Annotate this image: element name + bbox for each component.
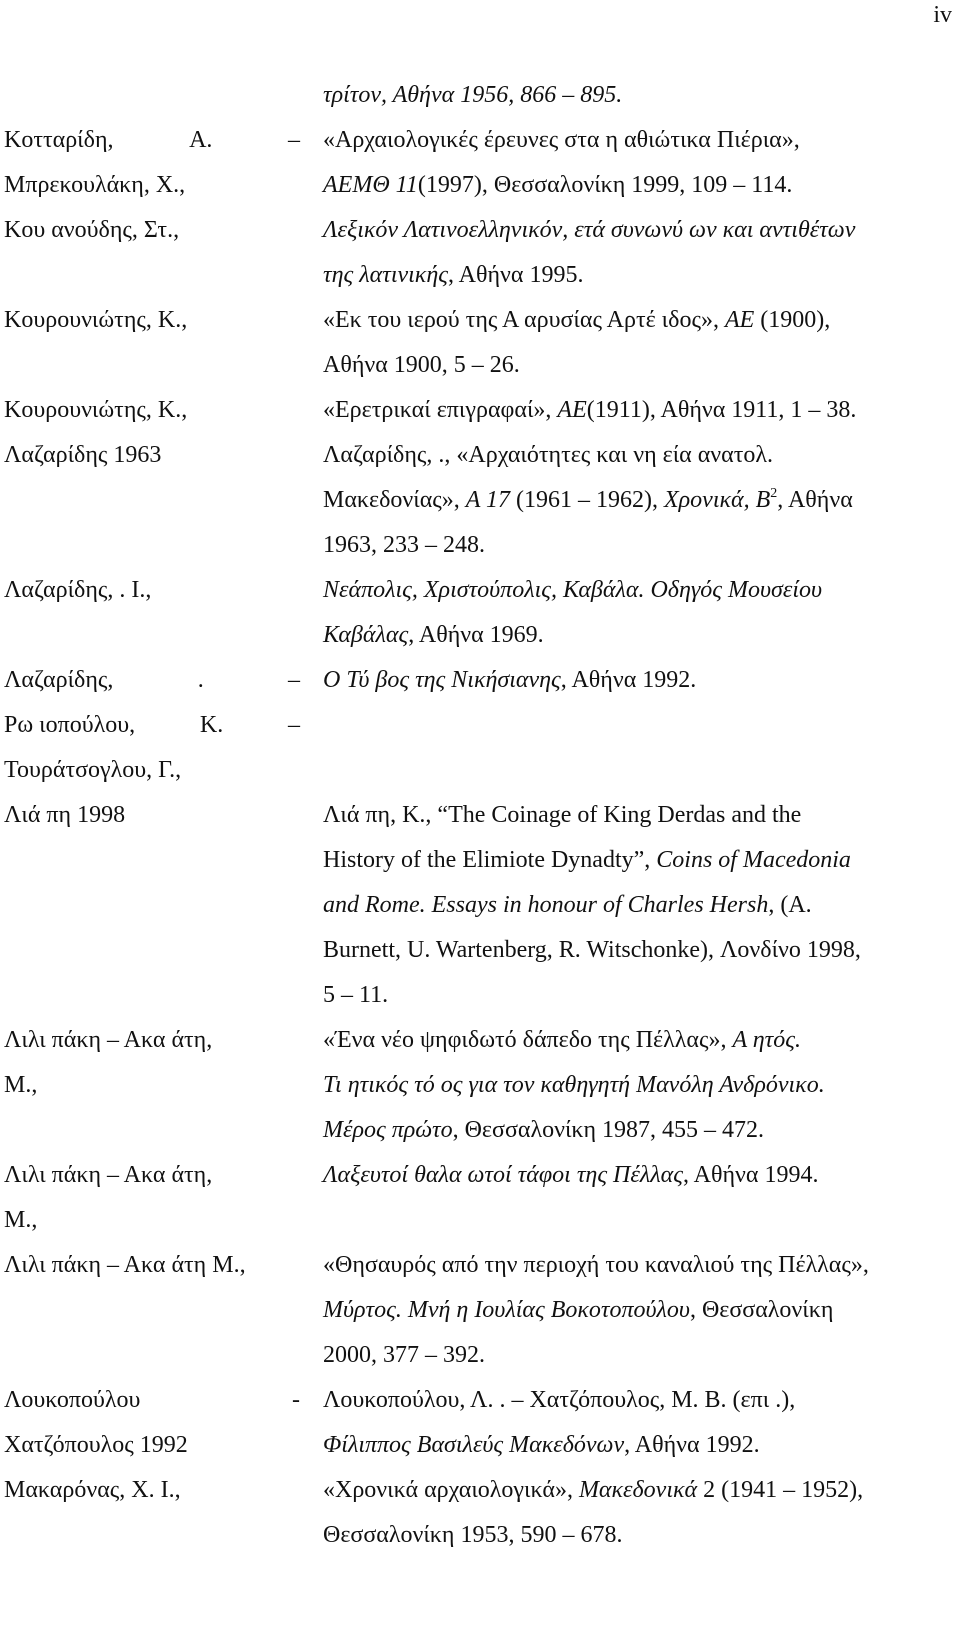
- entry-text-line: Μύρτος. Μνή η Ιουλίας Βοκοτοπούλου, Θεσσαλονίκη: [323, 1297, 834, 1323]
- entry-text-line: «Ένα νέο ψηφιδωτό δάπεδο της Πέλλας», Α ητός.: [323, 1027, 801, 1053]
- entry-text-line: της λατινικής, Αθήνα 1995.: [323, 262, 584, 288]
- entry-author-line: Λαζαρίδης, . –: [4, 667, 300, 693]
- entry-text-line: 2000, 377 – 392.: [323, 1342, 485, 1368]
- entry-text-line: «Θησαυρός από την περιοχή του καναλιού της Πέλλας»,: [323, 1252, 869, 1278]
- entry-author-line: Κουρουνιώτης, Κ.,: [4, 307, 188, 333]
- entry-text-line: τρίτον, Αθήνα 1956, 866 – 895.: [323, 82, 623, 108]
- entry-text-line: Θεσσαλονίκη 1953, 590 – 678.: [323, 1522, 623, 1548]
- entry-text-line: ΑΕΜΘ 11(1997), Θεσσαλονίκη 1999, 109 – 114.: [323, 172, 793, 198]
- entry-text-line: Τι ητικός τό ος για τον καθηγητή Μανόλη Ανδρόνικο.: [323, 1072, 825, 1098]
- entry-author-line: Λαζαρίδης, . Ι.,: [4, 577, 152, 603]
- entry-text-line: Αθήνα 1900, 5 – 26.: [323, 352, 520, 378]
- entry-author-line: Χατζόπουλος 1992: [4, 1432, 188, 1458]
- entry-text-line: Φίλιππος Βασιλεύς Μακεδόνων, Αθήνα 1992.: [323, 1432, 760, 1458]
- entry-author-line: Λουκοπούλου -: [4, 1387, 300, 1413]
- entry-author-line: Μακαρόνας, Χ. Ι.,: [4, 1477, 181, 1503]
- entry-text-line: and Rome. Essays in honour of Charles Hersh, (A.: [323, 892, 812, 918]
- entry-text-line: Μακεδονίας», Α 17 (1961 – 1962), Χρονικά, $B^2$, Αθήνα: [323, 486, 853, 513]
- page-number: iv: [933, 2, 952, 28]
- entry-author-line: Ρω ιοπούλου, Κ. –: [4, 712, 300, 738]
- entry-author-line: Λιλι πάκη – Ακα άτη,: [4, 1027, 213, 1053]
- entry-text-line: Καβάλας, Αθήνα 1969.: [323, 622, 544, 648]
- entry-text-line: Ο Τύ βος της Νικήσιανης, Αθήνα 1992.: [323, 667, 697, 693]
- entry-text-line: Λιά πη, Κ., “The Coinage of King Derdas and the: [323, 802, 802, 828]
- entry-author-line: Μ.,: [4, 1207, 38, 1233]
- entry-text-line: 1963, 233 – 248.: [323, 532, 485, 558]
- entry-text-line: History of the Elimiote Dynadty”, Coins of Macedonia: [323, 847, 851, 873]
- entry-text-line: Λαζαρίδης, ., «Αρχαιότητες και νη εία ανατολ.: [323, 442, 774, 468]
- entry-author-line: Κου ανούδης, Στ.,: [4, 217, 180, 243]
- entry-text-line: Λεξικόν Λατινοελληνικόν, ετά συνωνύ ων και αντιθέτων: [323, 217, 856, 243]
- entry-text-line: Μέρος πρώτο, Θεσσαλονίκη 1987, 455 – 472.: [323, 1117, 765, 1143]
- entry-author-line: Κουρουνιώτης, Κ.,: [4, 397, 188, 423]
- entry-text-line: 5 – 11.: [323, 982, 389, 1008]
- entry-text-line: «Ερετρικαί επιγραφαί», ΑΕ(1911), Αθήνα 1911, 1 – 38.: [323, 397, 857, 423]
- entry-text-line: Burnett, U. Wartenberg, R. Witschonke), Λονδίνο 1998,: [323, 937, 861, 963]
- entry-author-line: Λιλι πάκη – Ακα άτη Μ.,: [4, 1252, 246, 1278]
- entry-author-line: Λαζαρίδης 1963: [4, 442, 162, 468]
- entry-text-line: Λαξευτοί θαλα ωτοί τάφοι της Πέλλας, Αθήνα 1994.: [323, 1162, 819, 1188]
- entry-author-line: Κοτταρίδη, Α. –: [4, 127, 300, 153]
- entry-text-line: «Χρονικά αρχαιολογικά», Μακεδονικά 2 (1941 – 1952),: [323, 1477, 864, 1503]
- entry-text-line: «Εκ του ιερού της Α αρυσίας Αρτέ ιδος», ΑΕ (1900),: [323, 307, 831, 333]
- entry-author-line: Μπρεκουλάκη, Χ.,: [4, 172, 186, 198]
- entry-text-line: Νεάπολις, Χριστούπολις, Καβάλα. Οδηγός Μουσείου: [323, 577, 823, 603]
- entry-text-line: Λουκοπούλου, Λ. . – Χατζόπουλος, Μ. Β. (επι .),: [323, 1387, 796, 1413]
- entry-author-line: Λιλι πάκη – Ακα άτη,: [4, 1162, 213, 1188]
- entry-author-line: Τουράτσογλου, Γ.,: [4, 757, 182, 783]
- entry-author-line: Μ.,: [4, 1072, 38, 1098]
- entry-author-line: Λιά πη 1998: [4, 802, 126, 828]
- entry-text-line: «Αρχαιολογικές έρευνες στα η αθιώτικα Πιέρια»,: [323, 127, 800, 153]
